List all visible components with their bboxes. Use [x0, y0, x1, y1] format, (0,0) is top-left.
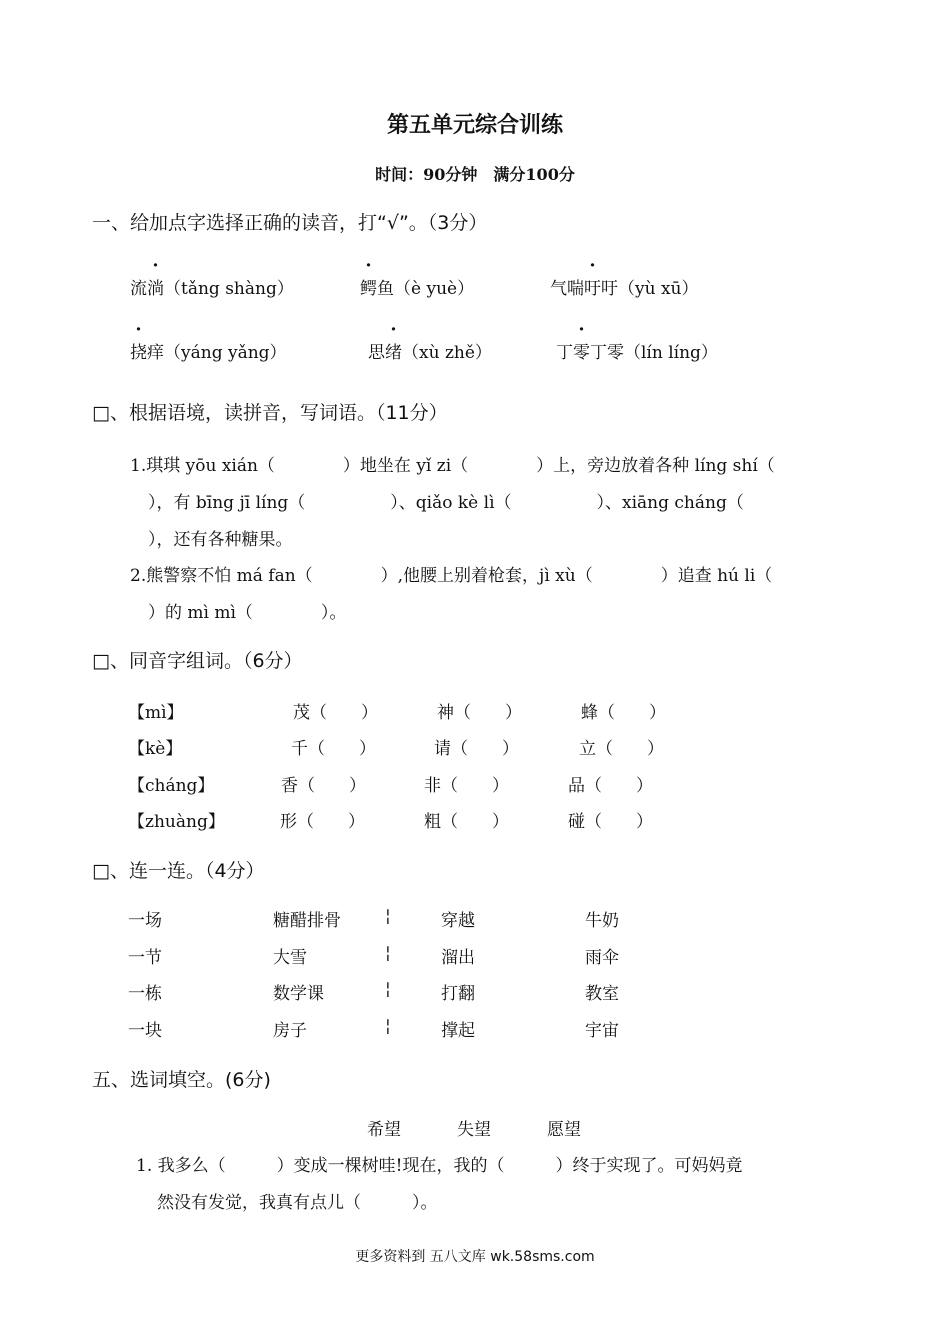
match-item: 数学课	[273, 984, 324, 1004]
pinyin-item: 思绪（xù zhě）	[368, 338, 492, 363]
homophone-word: 香（ ）	[281, 776, 366, 796]
dotted-char: 淌	[147, 279, 164, 299]
section-1-heading: 一、给加点字选择正确的读音，打“√”。（3分）	[92, 212, 488, 234]
footer-text: 更多资料到 五八文库 wk.58sms.com	[355, 1249, 595, 1265]
word-choice: 失望	[457, 1120, 491, 1140]
homophone-word: 立（ ）	[579, 739, 664, 759]
match-item: 糖醋排骨	[273, 911, 341, 931]
match-item: 宇宙	[585, 1021, 619, 1041]
exam-info: 时间：90分钟 满分100分	[375, 165, 575, 184]
fill-line: 1. 我多么（ ）变成一棵树哇!现在，我的（ ）终于实现了。可妈妈竟	[136, 1156, 743, 1176]
word-choice: 希望	[367, 1120, 401, 1140]
dotted-char: 鳄	[360, 279, 377, 299]
pinyin-item: 丁零丁零（lín líng）	[556, 338, 718, 363]
match-item: 一栋	[128, 984, 162, 1004]
match-separator: ¦	[385, 979, 391, 999]
fill-line: 1.琪琪 yōu xián（ ）地坐在 yǐ zi（ ）上，旁边放着各种 líng shí（	[130, 456, 775, 476]
match-item: 雨伞	[585, 948, 619, 968]
match-separator: ¦	[385, 906, 391, 926]
match-item: 撑起	[441, 1021, 475, 1041]
homophone-word: 粗（ ）	[424, 812, 509, 832]
match-item: 打翻	[441, 984, 475, 1004]
match-item: 穿越	[441, 911, 475, 931]
homophone-word: 碰（ ）	[568, 812, 653, 832]
pinyin-item: 挠痒（yáng yǎng）	[130, 338, 287, 363]
fill-line: 2.熊警察不怕 má fan（ ）,他腰上别着枪套，jì xù（ ）追查 hú li（	[130, 566, 773, 586]
fill-line: ），还有各种糖果。	[148, 530, 293, 550]
dotted-char: 挠	[130, 343, 147, 363]
match-item: 一场	[128, 911, 162, 931]
match-item: 牛奶	[585, 911, 619, 931]
fill-line: ）的 mì mì（ ）。	[148, 603, 347, 623]
pinyin-item: 流淌（tǎng shàng）	[130, 274, 294, 299]
homophone-word: 形（ ）	[280, 812, 365, 832]
match-separator: ¦	[385, 1016, 391, 1036]
match-item: 教室	[585, 984, 619, 1004]
word-choice: 愿望	[547, 1120, 581, 1140]
pinyin-item: 气喘吁吁（yù xū）	[550, 274, 699, 299]
homophone-word: 千（ ）	[291, 739, 376, 759]
section-5-heading: 五、选词填空。(6分)	[92, 1069, 271, 1091]
homophone-word: 茂（ ）	[293, 703, 378, 723]
homophone-label: 【cháng】	[128, 776, 215, 796]
homophone-word: 神（ ）	[437, 703, 522, 723]
dotted-char: 零	[573, 343, 590, 363]
homophone-word: 请（ ）	[434, 739, 519, 759]
dotted-char: 绪	[385, 343, 402, 363]
page-title: 第五单元综合训练	[386, 113, 563, 138]
match-item: 溜出	[441, 948, 475, 968]
match-separator: ¦	[385, 943, 391, 963]
section-4-heading: □、连一连。（4分）	[92, 860, 265, 882]
section-2-heading: □、根据语境，读拼音，写词语。（11分）	[92, 402, 448, 424]
fill-line: 然没有发觉，我真有点儿（ ）。	[157, 1193, 438, 1213]
match-item: 大雪	[273, 948, 307, 968]
pinyin-item: 鳄鱼（è yuè）	[360, 274, 474, 299]
homophone-word: 蜂（ ）	[581, 703, 666, 723]
homophone-word: 品（ ）	[568, 776, 653, 796]
match-item: 一节	[128, 948, 162, 968]
match-item: 一块	[128, 1021, 162, 1041]
match-item: 房子	[273, 1021, 307, 1041]
homophone-label: 【kè】	[128, 739, 183, 759]
dotted-char: 吁	[584, 279, 601, 299]
homophone-word: 非（ ）	[424, 776, 509, 796]
homophone-label: 【zhuàng】	[128, 812, 225, 832]
section-3-heading: □、同音字组词。（6分）	[92, 650, 303, 672]
homophone-label: 【mì】	[128, 703, 184, 723]
fill-line: ），有 bīng jī líng（ ）、qiǎo kè lì（ ）、xiāng cháng（	[148, 493, 744, 513]
